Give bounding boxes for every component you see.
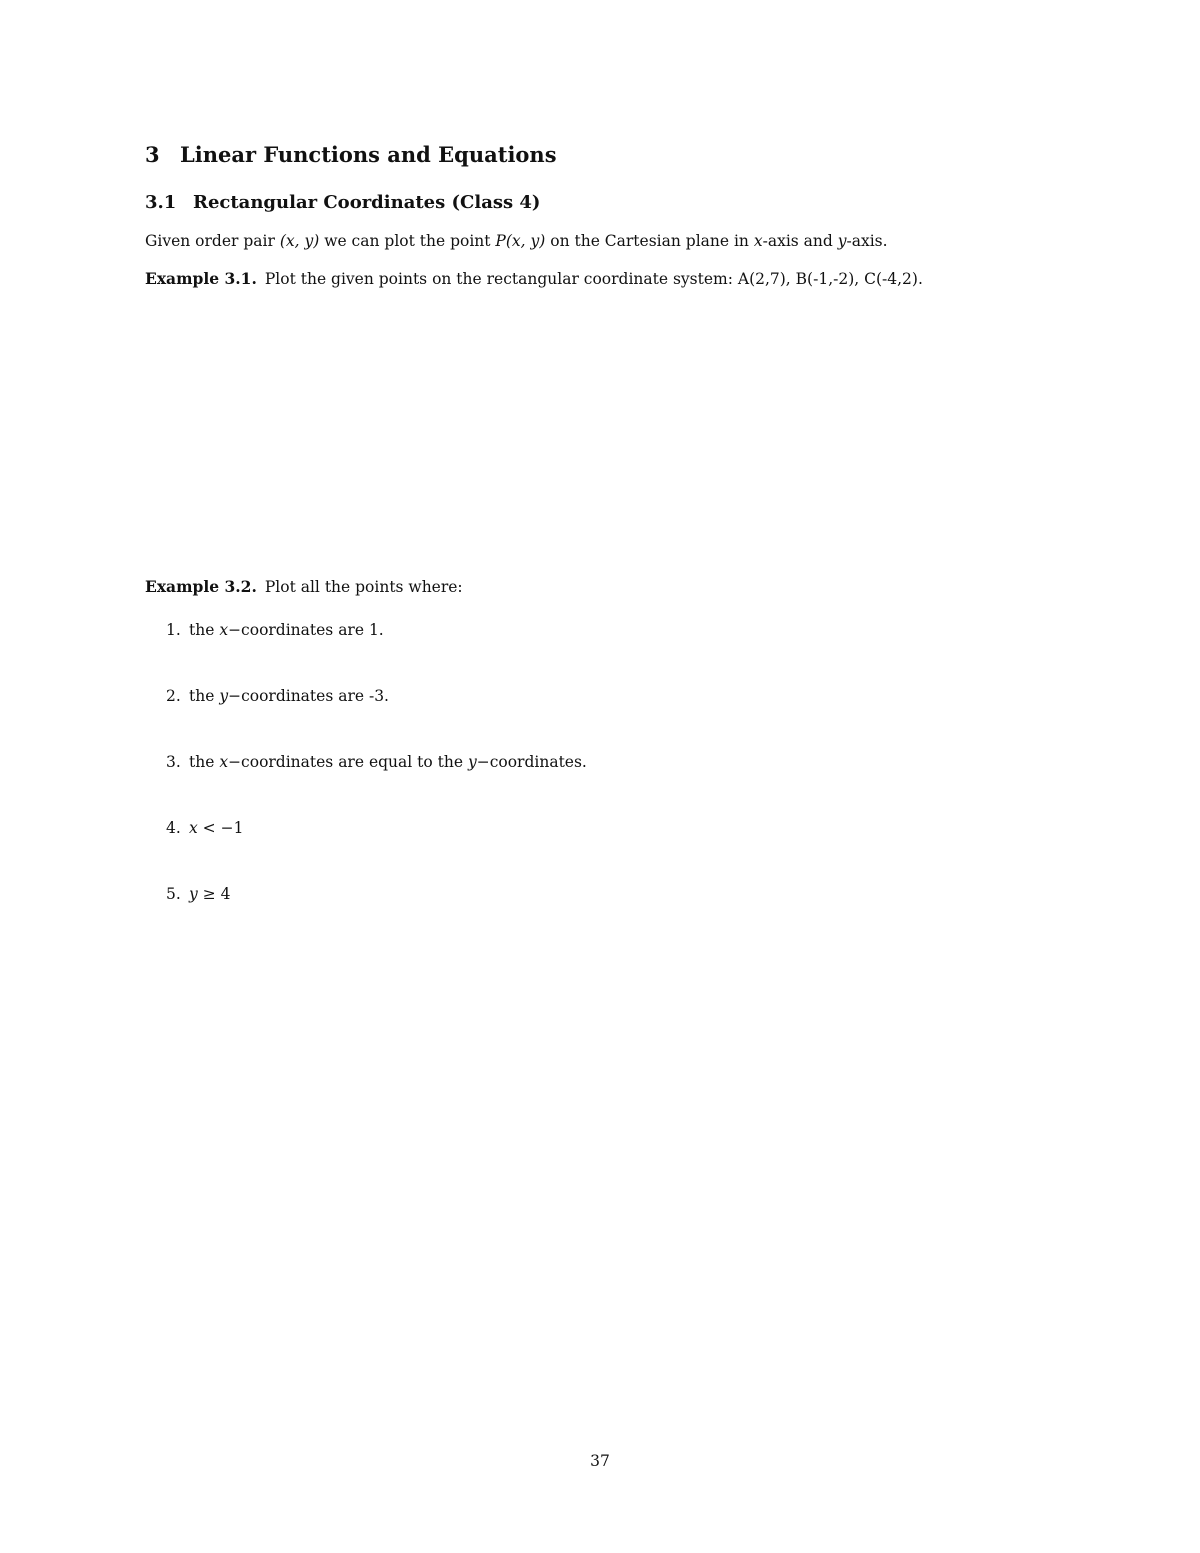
example-text: Plot all the points where: [264,578,463,596]
intro-text: we can plot the point [319,232,496,250]
section-title: Linear Functions and Equations [180,142,557,167]
subsection-heading [145,190,540,216]
x-variable: x [753,232,763,250]
item-text: −coordinates are equal to the [228,753,468,771]
math-variable: x [219,621,229,639]
item-text: ≥ 4 [197,885,231,903]
example-text: Plot the given points on the rectangular coordinate system: A(2,7), B(-1,-2), C(-4,2). [264,270,923,288]
ordered-pair-math: (x, y) [279,232,320,250]
item-text: < −1 [197,819,244,837]
list-item [166,817,243,839]
section-number: 3 [145,142,160,167]
list-marker: 2. [166,687,181,705]
intro-text: on the Cartesian plane in [545,232,754,250]
item-text: the [189,687,220,705]
item-text: −coordinates are 1. [228,621,384,639]
intro-text: -axis. [846,232,888,250]
list-marker: 5. [166,885,181,903]
subsection-title: Rectangular Coordinates (Class 4) [193,192,541,213]
y-variable: y [837,232,847,250]
example-label: Example 3.2. [145,577,257,596]
list-item [166,685,389,707]
intro-text: Given order pair [145,232,280,250]
example-label: Example 3.1. [145,269,257,288]
list-marker: 3. [166,753,181,771]
subsection-number: 3.1 [145,192,177,213]
list-marker: 1. [166,621,181,639]
item-text: the [189,753,220,771]
list-item [166,751,587,773]
math-variable: y [189,885,198,903]
example-3-2 [145,576,463,598]
intro-text: -axis and [762,232,838,250]
item-text: the [189,621,220,639]
example-3-1 [145,268,923,290]
math-variable: y [219,687,229,705]
point-math: P(x, y) [495,232,546,250]
list-marker: 4. [166,819,181,837]
list-item [166,619,384,641]
page-number: 37 [590,1452,610,1470]
item-text: −coordinates are -3. [228,687,389,705]
math-variable: x [219,753,229,771]
section-heading [145,141,557,169]
list-item [166,883,230,905]
intro-paragraph [145,230,888,252]
item-text: −coordinates. [476,753,587,771]
math-variable: x [189,819,198,837]
math-variable: y [467,753,477,771]
